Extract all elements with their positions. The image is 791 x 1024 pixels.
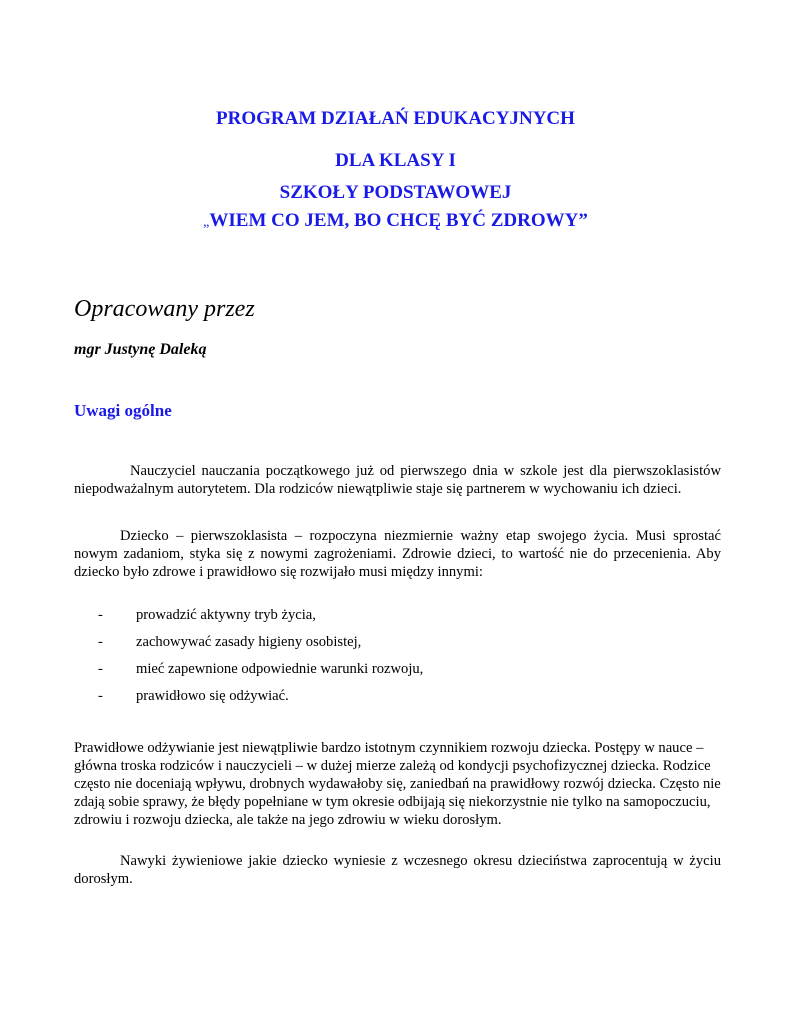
author-name: mgr Justynę Daleką [74,341,207,358]
paragraph-2: Dziecko – pierwszoklasista – rozpoczyna niezmiernie ważny etap swojego życia. Musi sprostać nowym zadaniom, styka się z nowymi zagrożeniami. Zdrowie dzieci, to wartość nie do przecenienia. Aby dziecko było zdrowe i prawidłowo się rozwijało musi między innymi: [74,528,721,580]
title-line-2: DLA KLASY I [335,150,456,171]
paragraph-1: Nauczyciel nauczania początkowego już od pierwszego dnia w szkole jest dla pierwszoklasistów niepodważalnym autorytetem. Dla rodziców niewątpliwie staje się partnerem w wychowaniu ich dzieci. [74,463,721,497]
bullet-item [0,687,791,714]
title-line-4 [0,209,791,235]
bullet-marker: - [98,634,103,650]
bullet-marker: - [98,688,103,704]
bullet-marker: - [98,661,103,677]
bullet-item [0,633,791,660]
title-open-quote: „ [203,215,210,230]
bullet-list [0,606,791,714]
bullet-item [0,660,791,687]
bullet-item-text: zachowywać zasady higieny osobistej, [136,634,362,650]
title-line-4-text: WIEM CO JEM, BO CHCĘ BYĆ ZDROWY” [209,210,588,231]
paragraph-4: Nawyki żywieniowe jakie dziecko wyniesie z wczesnego okresu dzieciństwa zaprocentują w życiu dorosłym. [74,853,721,887]
bullet-item-text: mieć zapewnione odpowiednie warunki rozwoju, [136,661,424,677]
title-line-3: SZKOŁY PODSTAWOWEJ [279,182,512,203]
author-heading: Opracowany przez [74,296,255,322]
section-heading: Uwagi ogólne [74,401,172,420]
bullet-item-text: prowadzić aktywny tryb życia, [136,607,316,623]
paragraph-3: Prawidłowe odżywianie jest niewątpliwie bardzo istotnym czynnikiem rozwoju dziecka. Postępy w nauce – główna troska rodziców i nauczycieli – w dużej mierze zależą od kondycji psychofizycznej dziecka. Rodzice często nie doceniają wpływu, drobnych wydawałoby się, zaniedbań na prawidłowy rozwój dziecka. Często nie zdają sobie sprawy, że błędy popełniane w tym okresie odbijają się niekorzystnie nie tylko na samopoczuciu, zdrowiu i rozwoju dziecka, ale także na jego zdrowiu w wieku dorosłym. [74,740,721,828]
title-line-1: PROGRAM DZIAŁAŃ EDUKACYJNYCH [216,108,575,129]
bullet-marker: - [98,607,103,623]
bullet-item [0,606,791,633]
bullet-item-text: prawidłowo się odżywiać. [136,688,289,704]
